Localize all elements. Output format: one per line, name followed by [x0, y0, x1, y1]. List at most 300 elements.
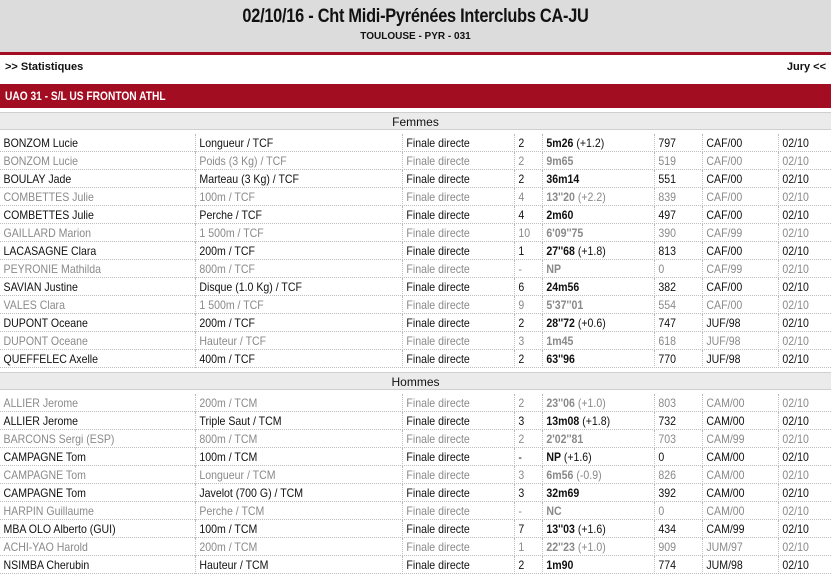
event-name-text: 100m / TCM	[199, 522, 258, 536]
place-value-text: 3	[518, 468, 525, 482]
category-value-text: CAM/99	[706, 432, 745, 446]
points-value-text: 774	[658, 558, 677, 572]
athlete-name-text: HARPIN Guillaume	[3, 504, 94, 518]
result-row	[0, 520, 831, 538]
place-value-text: 2	[518, 396, 525, 410]
place-value	[514, 430, 539, 448]
nav-row	[0, 58, 831, 76]
athlete-name-text: BOULAY Jade	[3, 172, 72, 186]
points-value	[654, 314, 696, 332]
place-value	[514, 206, 539, 224]
points-value	[654, 224, 696, 242]
points-value	[654, 448, 696, 466]
athlete-name-text: DUPONT Oceane	[3, 334, 88, 348]
club-bar	[0, 84, 831, 108]
category-value	[702, 484, 769, 502]
place-value-text: 4	[518, 208, 525, 222]
athlete-name	[0, 188, 172, 206]
round-label-text: Finale directe	[406, 208, 470, 222]
performance-value-text: 32m69	[546, 486, 580, 500]
performance-value	[542, 484, 641, 502]
athlete-name	[0, 170, 172, 188]
place-value-text: -	[518, 262, 522, 276]
date-value	[778, 206, 825, 224]
place-value	[514, 242, 539, 260]
event-name	[195, 224, 377, 242]
round-label	[402, 170, 501, 188]
date-value-text: 02/10	[782, 504, 809, 518]
place-value-text: 3	[518, 334, 525, 348]
round-label	[402, 484, 501, 502]
date-value-text: 02/10	[782, 414, 809, 428]
date-value	[778, 520, 825, 538]
performance-value	[542, 206, 641, 224]
category-value-text: JUF/98	[706, 316, 741, 330]
round-label	[402, 206, 501, 224]
event-name-text: 800m / TCF	[199, 262, 255, 276]
category-value-text: JUF/98	[706, 334, 741, 348]
category-value	[702, 520, 769, 538]
athlete-name-text: ALLIER Jerome	[3, 396, 79, 410]
event-name	[195, 538, 377, 556]
wind-value: (+1.0)	[577, 540, 606, 554]
round-label	[402, 520, 501, 538]
round-label	[402, 224, 501, 242]
athlete-name-text: DUPONT Oceane	[3, 316, 88, 330]
event-name	[195, 520, 377, 538]
category-value	[702, 430, 769, 448]
round-label	[402, 448, 501, 466]
points-value	[654, 242, 696, 260]
place-value-text: 9	[518, 298, 525, 312]
points-value	[654, 332, 696, 350]
results-list-femmes	[0, 134, 831, 368]
round-label-text: Finale directe	[406, 414, 470, 428]
round-label-text: Finale directe	[406, 540, 470, 554]
date-value	[778, 242, 825, 260]
event-name-text: 200m / TCM	[199, 540, 258, 554]
athlete-name	[0, 430, 172, 448]
performance-value	[542, 430, 641, 448]
points-value-text: 497	[658, 208, 677, 222]
round-label-text: Finale directe	[406, 504, 470, 518]
category-value-text: CAM/00	[706, 450, 745, 464]
place-value	[514, 520, 539, 538]
place-value	[514, 152, 539, 170]
round-label-text: Finale directe	[406, 396, 470, 410]
performance-value	[542, 448, 641, 466]
category-value	[702, 466, 769, 484]
round-label-text: Finale directe	[406, 352, 470, 366]
date-value-text: 02/10	[782, 486, 809, 500]
points-value-text: 803	[658, 396, 677, 410]
place-value-text: 1	[518, 244, 525, 258]
date-value-text: 02/10	[782, 334, 809, 348]
athlete-name	[0, 484, 172, 502]
performance-value-text: 36m14	[546, 172, 580, 186]
athlete-name	[0, 448, 172, 466]
date-value	[778, 412, 825, 430]
category-value-text: CAF/00	[706, 190, 743, 204]
performance-value	[542, 350, 641, 368]
performance-value-text: 13m08	[546, 414, 580, 428]
round-label-text: Finale directe	[406, 280, 470, 294]
place-value	[514, 314, 539, 332]
round-label-text: Finale directe	[406, 298, 470, 312]
round-label	[402, 296, 501, 314]
result-row	[0, 466, 831, 484]
points-value	[654, 350, 696, 368]
points-value-text: 826	[658, 468, 677, 482]
points-value-text: 813	[658, 244, 677, 258]
athlete-name-text: LACASAGNE Clara	[3, 244, 97, 258]
result-row	[0, 242, 831, 260]
place-value-text: 2	[518, 432, 525, 446]
points-value-text: 0	[658, 262, 665, 276]
athlete-name	[0, 296, 172, 314]
category-value	[702, 538, 769, 556]
points-value-text: 0	[658, 450, 665, 464]
place-value	[514, 466, 539, 484]
round-label	[402, 278, 501, 296]
athlete-name	[0, 314, 172, 332]
athlete-name-text: MBA OLO Alberto (GUI)	[3, 522, 116, 536]
date-value	[778, 394, 825, 412]
result-row	[0, 152, 831, 170]
event-name	[195, 242, 377, 260]
event-name-text: 400m / TCF	[199, 352, 255, 366]
date-value-text: 02/10	[782, 468, 809, 482]
round-label-text: Finale directe	[406, 262, 470, 276]
athlete-name	[0, 278, 172, 296]
result-row	[0, 538, 831, 556]
place-value	[514, 448, 539, 466]
athlete-name-text: BARCONS Sergi (ESP)	[3, 432, 115, 446]
date-value	[778, 466, 825, 484]
points-value	[654, 430, 696, 448]
category-value-text: CAF/99	[706, 226, 743, 240]
performance-value-text: 24m56	[546, 280, 580, 294]
event-name	[195, 394, 377, 412]
place-value	[514, 278, 539, 296]
athlete-name-text: COMBETTES Julie	[3, 208, 94, 222]
event-name	[195, 466, 377, 484]
athlete-name	[0, 332, 172, 350]
event-name-text: Disque (1.0 Kg) / TCF	[199, 280, 302, 294]
round-label	[402, 430, 501, 448]
category-value	[702, 206, 769, 224]
event-name	[195, 188, 377, 206]
place-value-text: 2	[518, 352, 525, 366]
place-value	[514, 394, 539, 412]
event-name-text: Hauteur / TCM	[199, 558, 269, 572]
date-value-text: 02/10	[782, 280, 809, 294]
round-label	[402, 242, 501, 260]
section-header-femmes: Femmes	[0, 112, 831, 130]
category-value-text: CAM/00	[706, 396, 745, 410]
date-value	[778, 448, 825, 466]
round-label	[402, 466, 501, 484]
round-label	[402, 134, 501, 152]
athlete-name-text: CAMPAGNE Tom	[3, 468, 86, 482]
event-name-text: 1 500m / TCF	[199, 298, 264, 312]
result-row	[0, 134, 831, 152]
performance-value-text: 6'09''75	[546, 226, 584, 240]
performance-value-text: 5m26	[546, 136, 574, 150]
date-value	[778, 502, 825, 520]
athlete-name-text: VALES Clara	[3, 298, 65, 312]
result-row	[0, 332, 831, 350]
date-value	[778, 224, 825, 242]
date-value	[778, 188, 825, 206]
performance-value	[542, 520, 641, 538]
athlete-name	[0, 224, 172, 242]
athlete-name-text: NSIMBA Cherubin	[3, 558, 90, 572]
result-row	[0, 556, 831, 574]
place-value-text: 1	[518, 540, 525, 554]
points-value-text: 797	[658, 136, 677, 150]
event-name-text: 1 500m / TCF	[199, 226, 264, 240]
result-row	[0, 502, 831, 520]
athlete-name	[0, 466, 172, 484]
round-label-text: Finale directe	[406, 450, 470, 464]
date-value-text: 02/10	[782, 522, 809, 536]
event-name	[195, 260, 377, 278]
round-label	[402, 502, 501, 520]
event-name	[195, 430, 377, 448]
performance-value	[542, 188, 641, 206]
place-value	[514, 224, 539, 242]
points-value	[654, 152, 696, 170]
points-value	[654, 296, 696, 314]
round-label	[402, 538, 501, 556]
wind-value: (+2.2)	[577, 190, 606, 204]
category-value-text: CAF/00	[706, 136, 743, 150]
page-subtitle: TOULOUSE - PYR - 031	[360, 31, 471, 42]
result-row	[0, 484, 831, 502]
category-value-text: CAF/00	[706, 154, 743, 168]
date-value	[778, 314, 825, 332]
performance-value	[542, 332, 641, 350]
round-label	[402, 188, 501, 206]
points-value-text: 703	[658, 432, 677, 446]
round-label-text: Finale directe	[406, 486, 470, 500]
event-name-text: 200m / TCF	[199, 316, 255, 330]
performance-value-text: 13''20	[546, 190, 575, 204]
points-value-text: 390	[658, 226, 677, 240]
round-label-text: Finale directe	[406, 172, 470, 186]
athlete-name-text: COMBETTES Julie	[3, 190, 94, 204]
performance-value-text: 5'37''01	[546, 298, 584, 312]
date-value	[778, 484, 825, 502]
points-value	[654, 170, 696, 188]
result-row	[0, 296, 831, 314]
event-name-text: Longueur / TCF	[199, 136, 274, 150]
points-value	[654, 278, 696, 296]
event-name-text: 800m / TCM	[199, 432, 258, 446]
date-value-text: 02/10	[782, 396, 809, 410]
result-row	[0, 278, 831, 296]
event-name	[195, 296, 377, 314]
place-value	[514, 260, 539, 278]
points-value	[654, 502, 696, 520]
round-label-text: Finale directe	[406, 558, 470, 572]
date-value	[778, 350, 825, 368]
event-name	[195, 332, 377, 350]
performance-value-text: NP	[546, 450, 561, 464]
event-name-text: 200m / TCM	[199, 396, 258, 410]
result-row	[0, 394, 831, 412]
place-value-text: 6	[518, 280, 525, 294]
points-value-text: 770	[658, 352, 677, 366]
points-value-text: 554	[658, 298, 677, 312]
place-value	[514, 556, 539, 574]
points-value	[654, 556, 696, 574]
round-label-text: Finale directe	[406, 334, 470, 348]
place-value	[514, 484, 539, 502]
event-name	[195, 412, 377, 430]
performance-value	[542, 394, 641, 412]
performance-value	[542, 412, 641, 430]
result-row	[0, 188, 831, 206]
date-value	[778, 134, 825, 152]
points-value	[654, 394, 696, 412]
event-name-text: 100m / TCF	[199, 190, 255, 204]
date-value-text: 02/10	[782, 262, 809, 276]
page-header	[0, 0, 831, 52]
date-value-text: 02/10	[782, 136, 809, 150]
points-value	[654, 188, 696, 206]
statistiques-link[interactable]: >> Statistiques	[5, 61, 84, 73]
athlete-name-text: QUEFFELEC Axelle	[3, 352, 99, 366]
category-value-text: CAF/00	[706, 208, 743, 222]
category-value	[702, 296, 769, 314]
performance-value	[542, 152, 641, 170]
event-name	[195, 152, 377, 170]
jury-link[interactable]: Jury <<	[786, 61, 826, 73]
category-value-text: CAF/99	[706, 262, 743, 276]
place-value-text: 7	[518, 522, 525, 536]
athlete-name-text: CAMPAGNE Tom	[3, 486, 86, 500]
performance-value	[542, 538, 641, 556]
category-value-text: CAM/00	[706, 414, 745, 428]
event-name	[195, 556, 377, 574]
date-value	[778, 430, 825, 448]
points-value	[654, 206, 696, 224]
category-value-text: CAM/00	[706, 504, 745, 518]
athlete-name-text: ACHI-YAO Harold	[3, 540, 88, 554]
date-value	[778, 152, 825, 170]
points-value-text: 0	[658, 504, 665, 518]
result-row	[0, 350, 831, 368]
performance-value-text: 28''72	[546, 316, 575, 330]
event-name-text: Perche / TCM	[199, 504, 265, 518]
athlete-name	[0, 520, 172, 538]
athlete-name	[0, 412, 172, 430]
round-label	[402, 152, 501, 170]
round-label-text: Finale directe	[406, 522, 470, 536]
performance-value-text: 2'02''81	[546, 432, 584, 446]
category-value-text: CAF/00	[706, 298, 743, 312]
performance-value	[542, 278, 641, 296]
event-name	[195, 206, 377, 224]
points-value	[654, 538, 696, 556]
athlete-name-text: SAVIAN Justine	[3, 280, 78, 294]
round-label-text: Finale directe	[406, 226, 470, 240]
category-value	[702, 152, 769, 170]
place-value-text: 3	[518, 486, 525, 500]
points-value-text: 382	[658, 280, 677, 294]
performance-value-text: 9m65	[546, 154, 574, 168]
performance-value-text: 6m56	[546, 468, 574, 482]
performance-value	[542, 556, 641, 574]
performance-value	[542, 170, 641, 188]
date-value	[778, 278, 825, 296]
event-name-text: Javelot (700 G) / TCM	[199, 486, 304, 500]
athlete-name	[0, 538, 172, 556]
points-value-text: 392	[658, 486, 677, 500]
date-value-text: 02/10	[782, 558, 809, 572]
round-label	[402, 332, 501, 350]
wind-value: (+1.6)	[563, 450, 592, 464]
place-value	[514, 296, 539, 314]
event-name-text: Longueur / TCM	[199, 468, 276, 482]
points-value	[654, 412, 696, 430]
category-value	[702, 394, 769, 412]
round-label	[402, 556, 501, 574]
place-value-text: 2	[518, 154, 525, 168]
event-name-text: Poids (3 Kg) / TCF	[199, 154, 287, 168]
page-title: 02/10/16 - Cht Midi-Pyrénées Interclubs CA-JU	[242, 6, 589, 27]
event-name-text: Triple Saut / TCM	[199, 414, 282, 428]
result-row	[0, 206, 831, 224]
round-label	[402, 260, 501, 278]
wind-value: (+1.0)	[577, 396, 606, 410]
category-value-text: JUM/98	[706, 558, 743, 572]
date-value	[778, 556, 825, 574]
category-value	[702, 260, 769, 278]
result-row	[0, 412, 831, 430]
result-row	[0, 170, 831, 188]
athlete-name-text: GAILLARD Marion	[3, 226, 91, 240]
place-value	[514, 188, 539, 206]
performance-value	[542, 134, 641, 152]
category-value-text: CAM/99	[706, 522, 745, 536]
date-value-text: 02/10	[782, 352, 809, 366]
date-value-text: 02/10	[782, 316, 809, 330]
round-label-text: Finale directe	[406, 316, 470, 330]
points-value-text: 434	[658, 522, 677, 536]
athlete-name	[0, 242, 172, 260]
points-value-text: 839	[658, 190, 677, 204]
date-value-text: 02/10	[782, 244, 809, 258]
place-value-text: 10	[518, 226, 531, 240]
points-value-text: 519	[658, 154, 677, 168]
points-value-text: 551	[658, 172, 677, 186]
event-name	[195, 314, 377, 332]
athlete-name-text: ALLIER Jerome	[3, 414, 79, 428]
points-value-text: 618	[658, 334, 677, 348]
place-value-text: 3	[518, 414, 525, 428]
performance-value-text: 13''03	[546, 522, 575, 536]
event-name	[195, 502, 377, 520]
athlete-name	[0, 260, 172, 278]
result-row	[0, 430, 831, 448]
place-value-text: 2	[518, 136, 525, 150]
place-value	[514, 350, 539, 368]
round-label	[402, 314, 501, 332]
category-value	[702, 502, 769, 520]
